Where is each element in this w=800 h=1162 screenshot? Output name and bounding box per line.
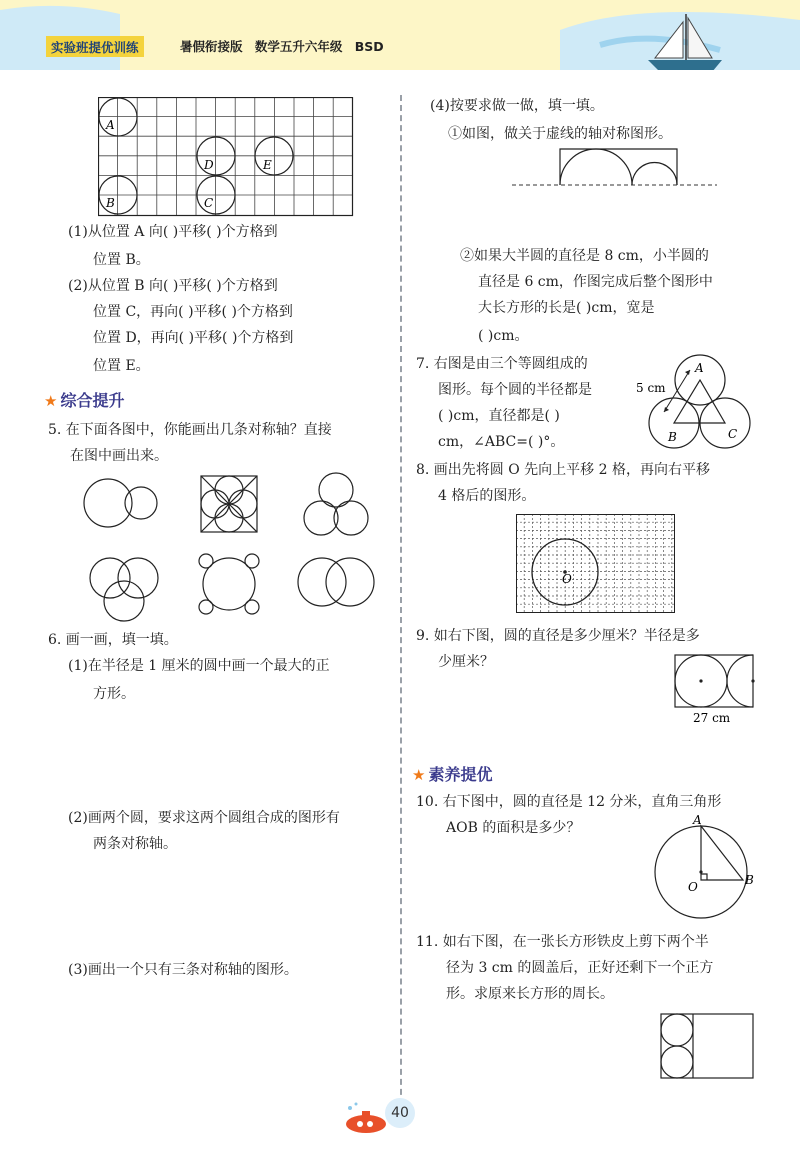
grid-label-d: D [204,158,214,172]
q5-line2: 在图中画出来。 [70,448,168,464]
series-title: 实验班提优训练 [46,36,144,57]
section-heading-quality: ★ 素养提优 [412,765,493,784]
q4-4b-line3: 大长方形的长是( )cm，宽是 [478,300,655,316]
q9-width-label: 27 cm [693,711,731,725]
q4-4b-line4: ( )cm。 [478,328,529,344]
star-icon: ★ [44,392,58,410]
q4-2-line1: (2)从位置 B 向( )平移( )个方格到 [68,278,278,294]
q6-1-line2: 方形。 [93,686,135,702]
q6-3: (3)画出一个只有三条对称轴的图形。 [68,962,298,978]
q7-point-a: A [695,361,704,375]
q5-line1: 5. 在下面各图中，你能画出几条对称轴？直接 [48,422,332,438]
q7-radius-label: 5 cm [636,381,666,395]
submarine-icon [340,1100,390,1140]
column-divider [400,95,402,1115]
three-circles-figure [634,350,754,456]
grid-label-c: C [204,196,214,210]
q6-1-line1: (1)在半径是 1 厘米的圆中画一个最大的正 [68,658,330,674]
q9-line1: 9. 如右下图，圆的直径是多少厘米？半径是多 [416,628,700,644]
q9-line2: 少厘米？ [438,654,494,670]
q11-line1: 11. 如右下图，在一张长方形铁皮上剪下两个半 [416,934,709,950]
q10-line2: AOB 的面积是多少？ [446,820,581,836]
q10-figure [650,812,760,924]
q7-point-b: B [668,430,677,444]
q4-4b-line2: 直径是 6 cm，作图完成后整个图形中 [478,274,713,290]
q10-point-a: A [693,813,702,827]
q4-1-line1: (1)从位置 A 向( )平移( )个方格到 [68,224,278,240]
section-heading-comprehensive: ★ 综合提升 [44,391,125,410]
q10-line1: 10. 右下图中，圆的直径是 12 分米，直角三角形 [416,794,722,810]
q4-4b-line1: ②如果大半圆的直径是 8 cm，小半圆的 [460,248,709,264]
header-decoration [0,0,800,70]
translation-grid-figure [98,97,354,217]
book-subtitle: 暑假衔接版 数学五升六年级 BSD [180,39,384,54]
q8-grid-figure [516,514,676,614]
q6-title: 6. 画一画，填一填。 [48,632,178,648]
q4-1-line2: 位置 B。 [93,252,150,268]
q8-line2: 4 格后的图形。 [438,488,536,504]
q7-line2: 图形。每个圆的半径都是 [438,382,592,398]
q7-line1: 7. 右图是由三个等圆组成的 [416,356,588,372]
q4-4a: ①如图，做关于虚线的轴对称图形。 [448,126,672,142]
q11-line3: 形。求原来长方形的周长。 [446,986,614,1002]
grid-label-e: E [263,158,272,172]
q4-4-title: (4)按要求做一做，填一填。 [430,98,604,114]
q9-figure [672,652,758,728]
q8-line1: 8. 画出先将圆 O 先向上平移 2 格，再向右平移 [416,462,710,478]
star-icon: ★ [412,766,426,784]
q8-center-label: O [562,572,572,586]
q4-2-line2: 位置 C，再向( )平移( )个方格到 [93,304,293,320]
q11-figure [658,1010,758,1082]
page-header-banner [0,0,800,70]
q10-point-b: B [745,873,754,887]
q6-2-line2: 两条对称轴。 [93,836,177,852]
q11-line2: 径为 3 cm 的圆盖后，正好还剩下一个正方 [446,960,714,976]
q5-figures [70,470,390,630]
grid-label-a: A [106,118,115,132]
q7-line3: ( )cm，直径都是( ) [438,408,560,424]
grid-label-b: B [106,196,115,210]
page-number: 40 [385,1098,415,1128]
symmetry-semicircles-figure [512,144,722,190]
q6-2-line1: (2)画两个圆，要求这两个圆组合成的图形有 [68,810,340,826]
q4-2-line4: 位置 E。 [93,358,150,374]
q10-point-o: O [688,880,698,894]
q4-2-line3: 位置 D，再向( )平移( )个方格到 [93,330,294,346]
q7-line4: cm，∠ABC=( )°。 [438,434,565,450]
q7-point-c: C [728,427,738,441]
